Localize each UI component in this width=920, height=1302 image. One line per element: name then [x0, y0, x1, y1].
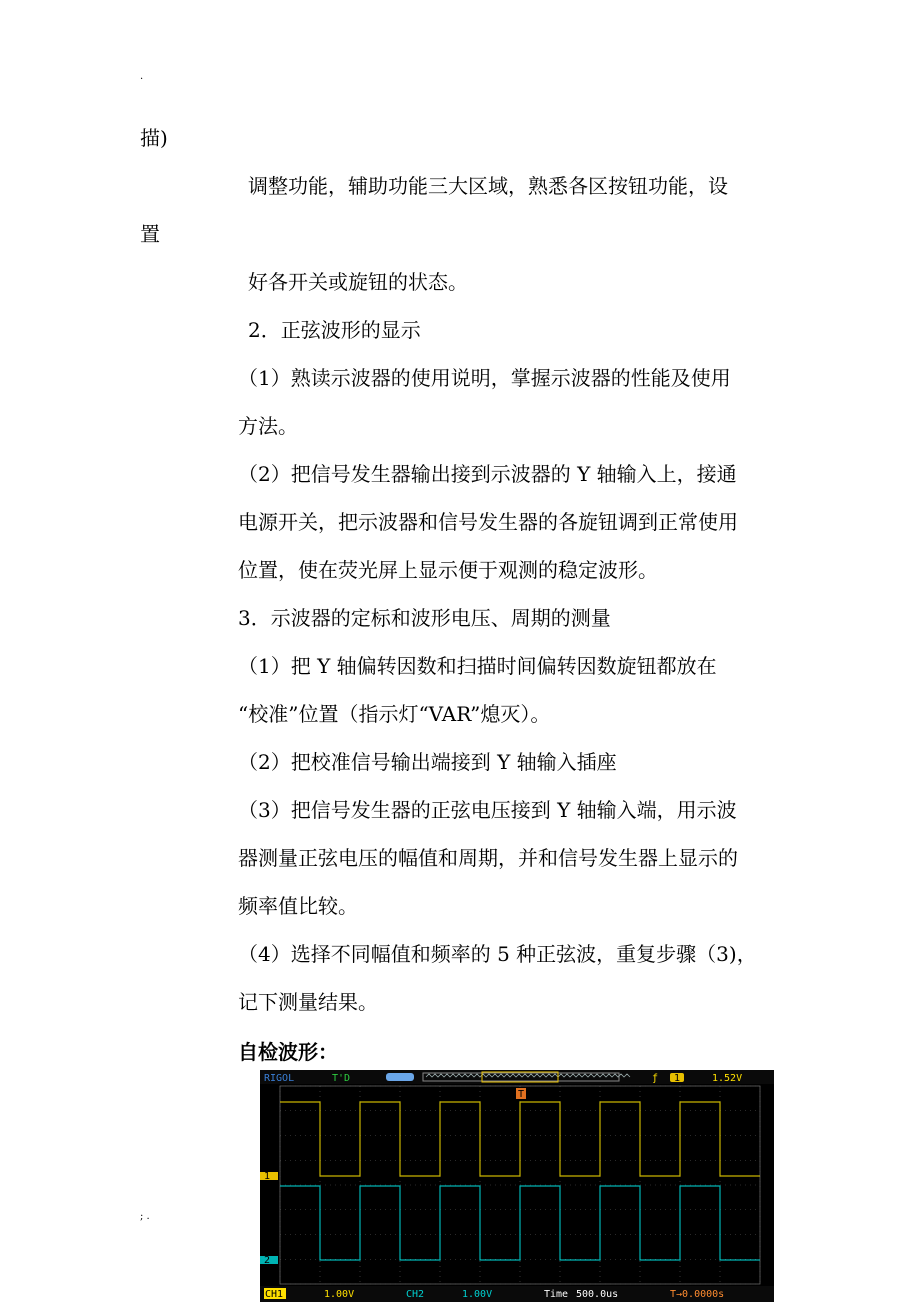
scope-brand: RIGOL	[264, 1073, 295, 1084]
ch2-scale: 1.00V	[462, 1289, 493, 1300]
text-line-4: 好各开关或旋钮的状态。	[248, 270, 468, 294]
trigger-edge-icon: ƒ	[652, 1073, 659, 1084]
trigger-level: 1.52V	[712, 1073, 743, 1084]
time-scale: 500.0us	[576, 1289, 619, 1300]
text-line-7: 方法。	[238, 414, 298, 438]
text-line-6: （1）熟读示波器的使用说明，掌握示波器的性能及使用	[238, 366, 731, 390]
ch1-scale: 1.00V	[324, 1289, 355, 1300]
page-top-mark: .	[140, 71, 144, 82]
scope-status: T'D	[332, 1073, 351, 1084]
text-line-8: （2）把信号发生器输出接到示波器的 Y 轴输入上，接通	[238, 462, 737, 486]
ch1-label: CH1	[265, 1289, 284, 1300]
text-line-10: 位置，使在荧光屏上显示便于观测的稳定波形。	[238, 558, 658, 582]
text-line-18: （4）选择不同幅值和频率的 5 种正弦波，重复步骤（3)，	[238, 942, 757, 966]
ch1-square-wave	[280, 1102, 760, 1176]
text-line-13: “校准”位置（指示灯“VAR”熄灭）。	[238, 702, 551, 726]
memory-bar-icon	[386, 1073, 414, 1081]
text-line-9: 电源开关，把示波器和信号发生器的各旋钮调到正常使用	[238, 510, 738, 534]
figure-heading: 自检波形：	[238, 1040, 338, 1064]
trigger-offset: T→0.0000s	[670, 1289, 725, 1300]
oscilloscope-screenshot	[260, 1070, 774, 1302]
text-line-14: （2）把校准信号输出端接到 Y 轴输入插座	[238, 750, 617, 774]
page-bottom-mark: ; .	[140, 1211, 150, 1222]
trigger-source: 1	[674, 1073, 681, 1084]
text-line-15: （3）把信号发生器的正弦电压接到 Y 轴输入端，用示波	[238, 798, 737, 822]
text-line-19: 记下测量结果。	[238, 990, 378, 1014]
text-line-17: 频率值比较。	[238, 894, 358, 918]
text-line-2: 调整功能，辅助功能三大区域，熟悉各区按钮功能，设	[248, 174, 728, 198]
ch1-ground-marker: 1	[264, 1171, 271, 1182]
text-line-1: 描)	[140, 126, 168, 150]
ch2-square-wave	[280, 1186, 760, 1260]
text-line-5: 2．正弦波形的显示	[248, 318, 421, 342]
time-label: Time	[544, 1289, 569, 1300]
text-line-12: （1）把 Y 轴偏转因数和扫描时间偏转因数旋钮都放在	[238, 654, 717, 678]
text-line-16: 器测量正弦电压的幅值和周期，并和信号发生器上显示的	[238, 846, 738, 870]
trigger-marker-label: T	[518, 1089, 525, 1100]
ch2-ground-marker: 2	[264, 1255, 271, 1266]
text-line-11: 3．示波器的定标和波形电压、周期的测量	[238, 606, 611, 630]
ch2-label: CH2	[406, 1289, 425, 1300]
text-line-3: 置	[140, 222, 160, 246]
